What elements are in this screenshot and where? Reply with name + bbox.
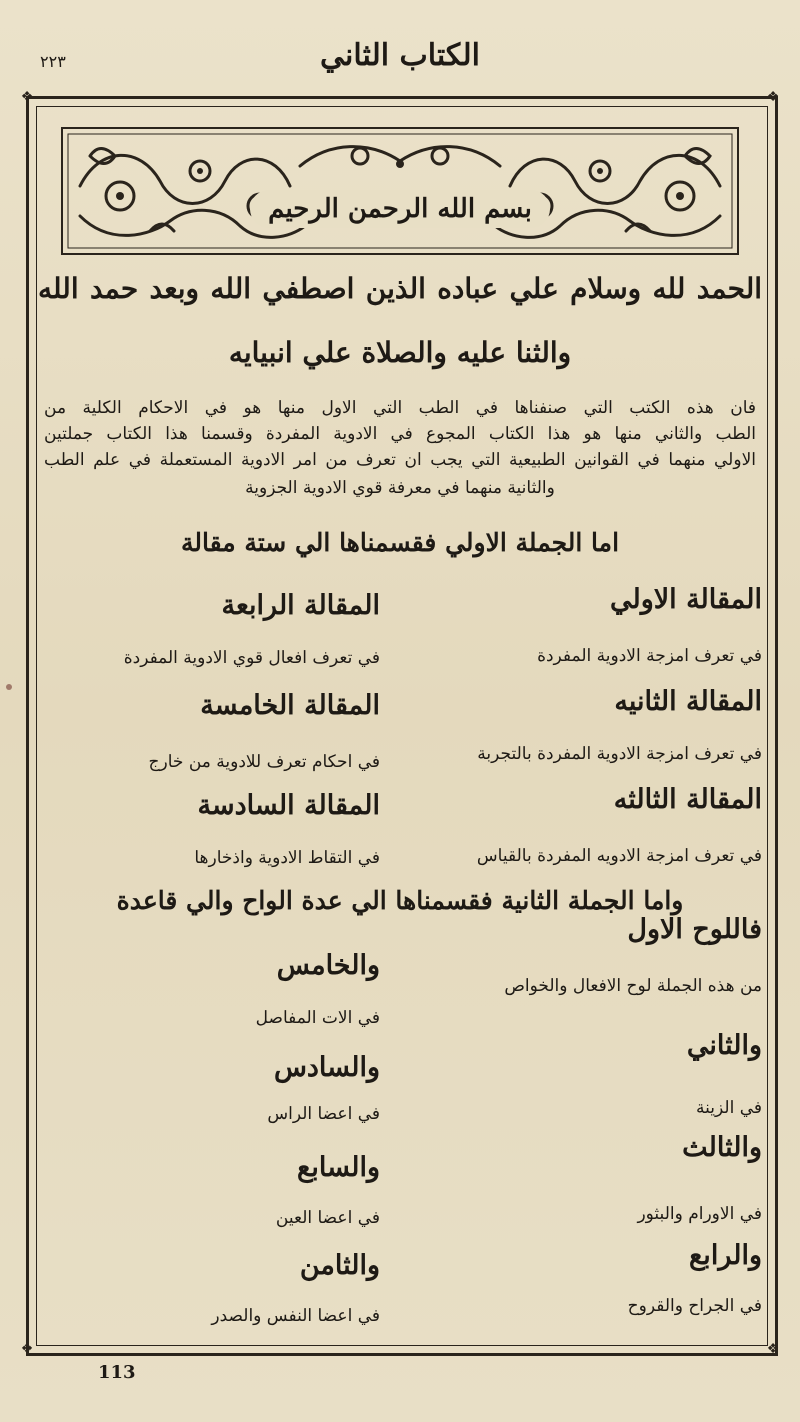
tablet-desc: في الجراح والقروح [627, 1296, 762, 1316]
tablet-title: فاللوح الاول [627, 914, 762, 945]
frame-corner-ornament: ❖ [20, 89, 34, 105]
treatise-desc: في احكام تعرف للادوية من خارج [148, 752, 380, 772]
treatise-title: المقالة الخامسة [200, 690, 380, 721]
treatise-desc: في تعرف امزجة الادويه المفردة بالقياس [476, 846, 762, 866]
tablet-title: والسادس [273, 1052, 380, 1083]
section-heading-2: واما الجملة الثانية فقسمناها الي عدة الواح والي قاعدة [116, 886, 684, 915]
section-heading-1: اما الجملة الاولي فقسمناها الي ستة مقالة [180, 528, 620, 557]
paragraph-line: فان هذه الكتب التي صنفناها في الطب التي الاول منها هو في الاحكام الكلية من [44, 398, 756, 418]
running-head-title: الكتاب الثاني [320, 38, 480, 73]
treatise-title: المقالة الثانيه [614, 686, 762, 717]
tablet-desc: من هذه الجملة لوح الافعال والخواص [504, 976, 762, 996]
treatise-desc: في تعرف افعال قوي الادوية المفردة [123, 648, 380, 668]
intro-line-2: والثنا عليه والصلاة علي انبيايه [228, 336, 572, 369]
page-blemish [6, 684, 12, 690]
tablet-title: والثاني [686, 1030, 762, 1061]
paragraph-line: الطب والثاني منها هو هذا الكتاب المجوع في الادوية المفردة وقسمنا هذا الكتاب جملتين [44, 424, 756, 444]
tablet-desc: في اعضا العين [275, 1208, 380, 1228]
tablet-desc: في الاورام والبثور [637, 1204, 762, 1224]
tablet-desc: في الزينة [696, 1098, 762, 1118]
treatise-title: المقالة السادسة [197, 790, 380, 821]
frame-corner-ornament: ❖ [766, 1341, 780, 1357]
tablet-title: والخامس [276, 950, 380, 981]
tablet-desc: في اعضا النفس والصدر [211, 1306, 380, 1326]
tablet-desc: في الات المفاصل [255, 1008, 380, 1028]
intro-line-1: الحمد لله وسلام علي عباده الذين اصطفي الله وبعد حمد الله [38, 272, 762, 305]
page-mark: ۲۲۳ [40, 52, 66, 71]
treatise-title: المقالة الرابعة [221, 590, 380, 621]
tablet-title: والثامن [299, 1250, 380, 1281]
treatise-title: المقالة الاولي [610, 584, 762, 615]
treatise-title: المقالة الثالثه [613, 784, 762, 815]
treatise-desc: في تعرف امزجة الادوية المفردة [537, 646, 762, 666]
treatise-desc: في تعرف امزجة الادوية المفردة بالتجربة [477, 744, 762, 764]
basmala: بسم الله الرحمن الرحيم [250, 190, 550, 228]
frame-corner-ornament: ❖ [20, 1341, 34, 1357]
tablet-title: والسابع [297, 1152, 380, 1183]
tablet-title: والثالث [682, 1132, 762, 1163]
treatise-desc: في التقاط الادوية واذخارها [194, 848, 380, 868]
folio-number: 113 [98, 1362, 136, 1383]
frame-corner-ornament: ❖ [766, 89, 780, 105]
tablet-title: والرابع [688, 1240, 762, 1271]
paragraph-line: الاولي منهما في القوانين الطبيعية التي يجب ان تعرف من امر الادوية المستعملة في علم الطب [44, 450, 756, 470]
paragraph-line: والثانية منهما في معرفة قوي الادوية الجزوية [245, 478, 555, 498]
tablet-desc: في اعضا الراس [267, 1104, 380, 1124]
